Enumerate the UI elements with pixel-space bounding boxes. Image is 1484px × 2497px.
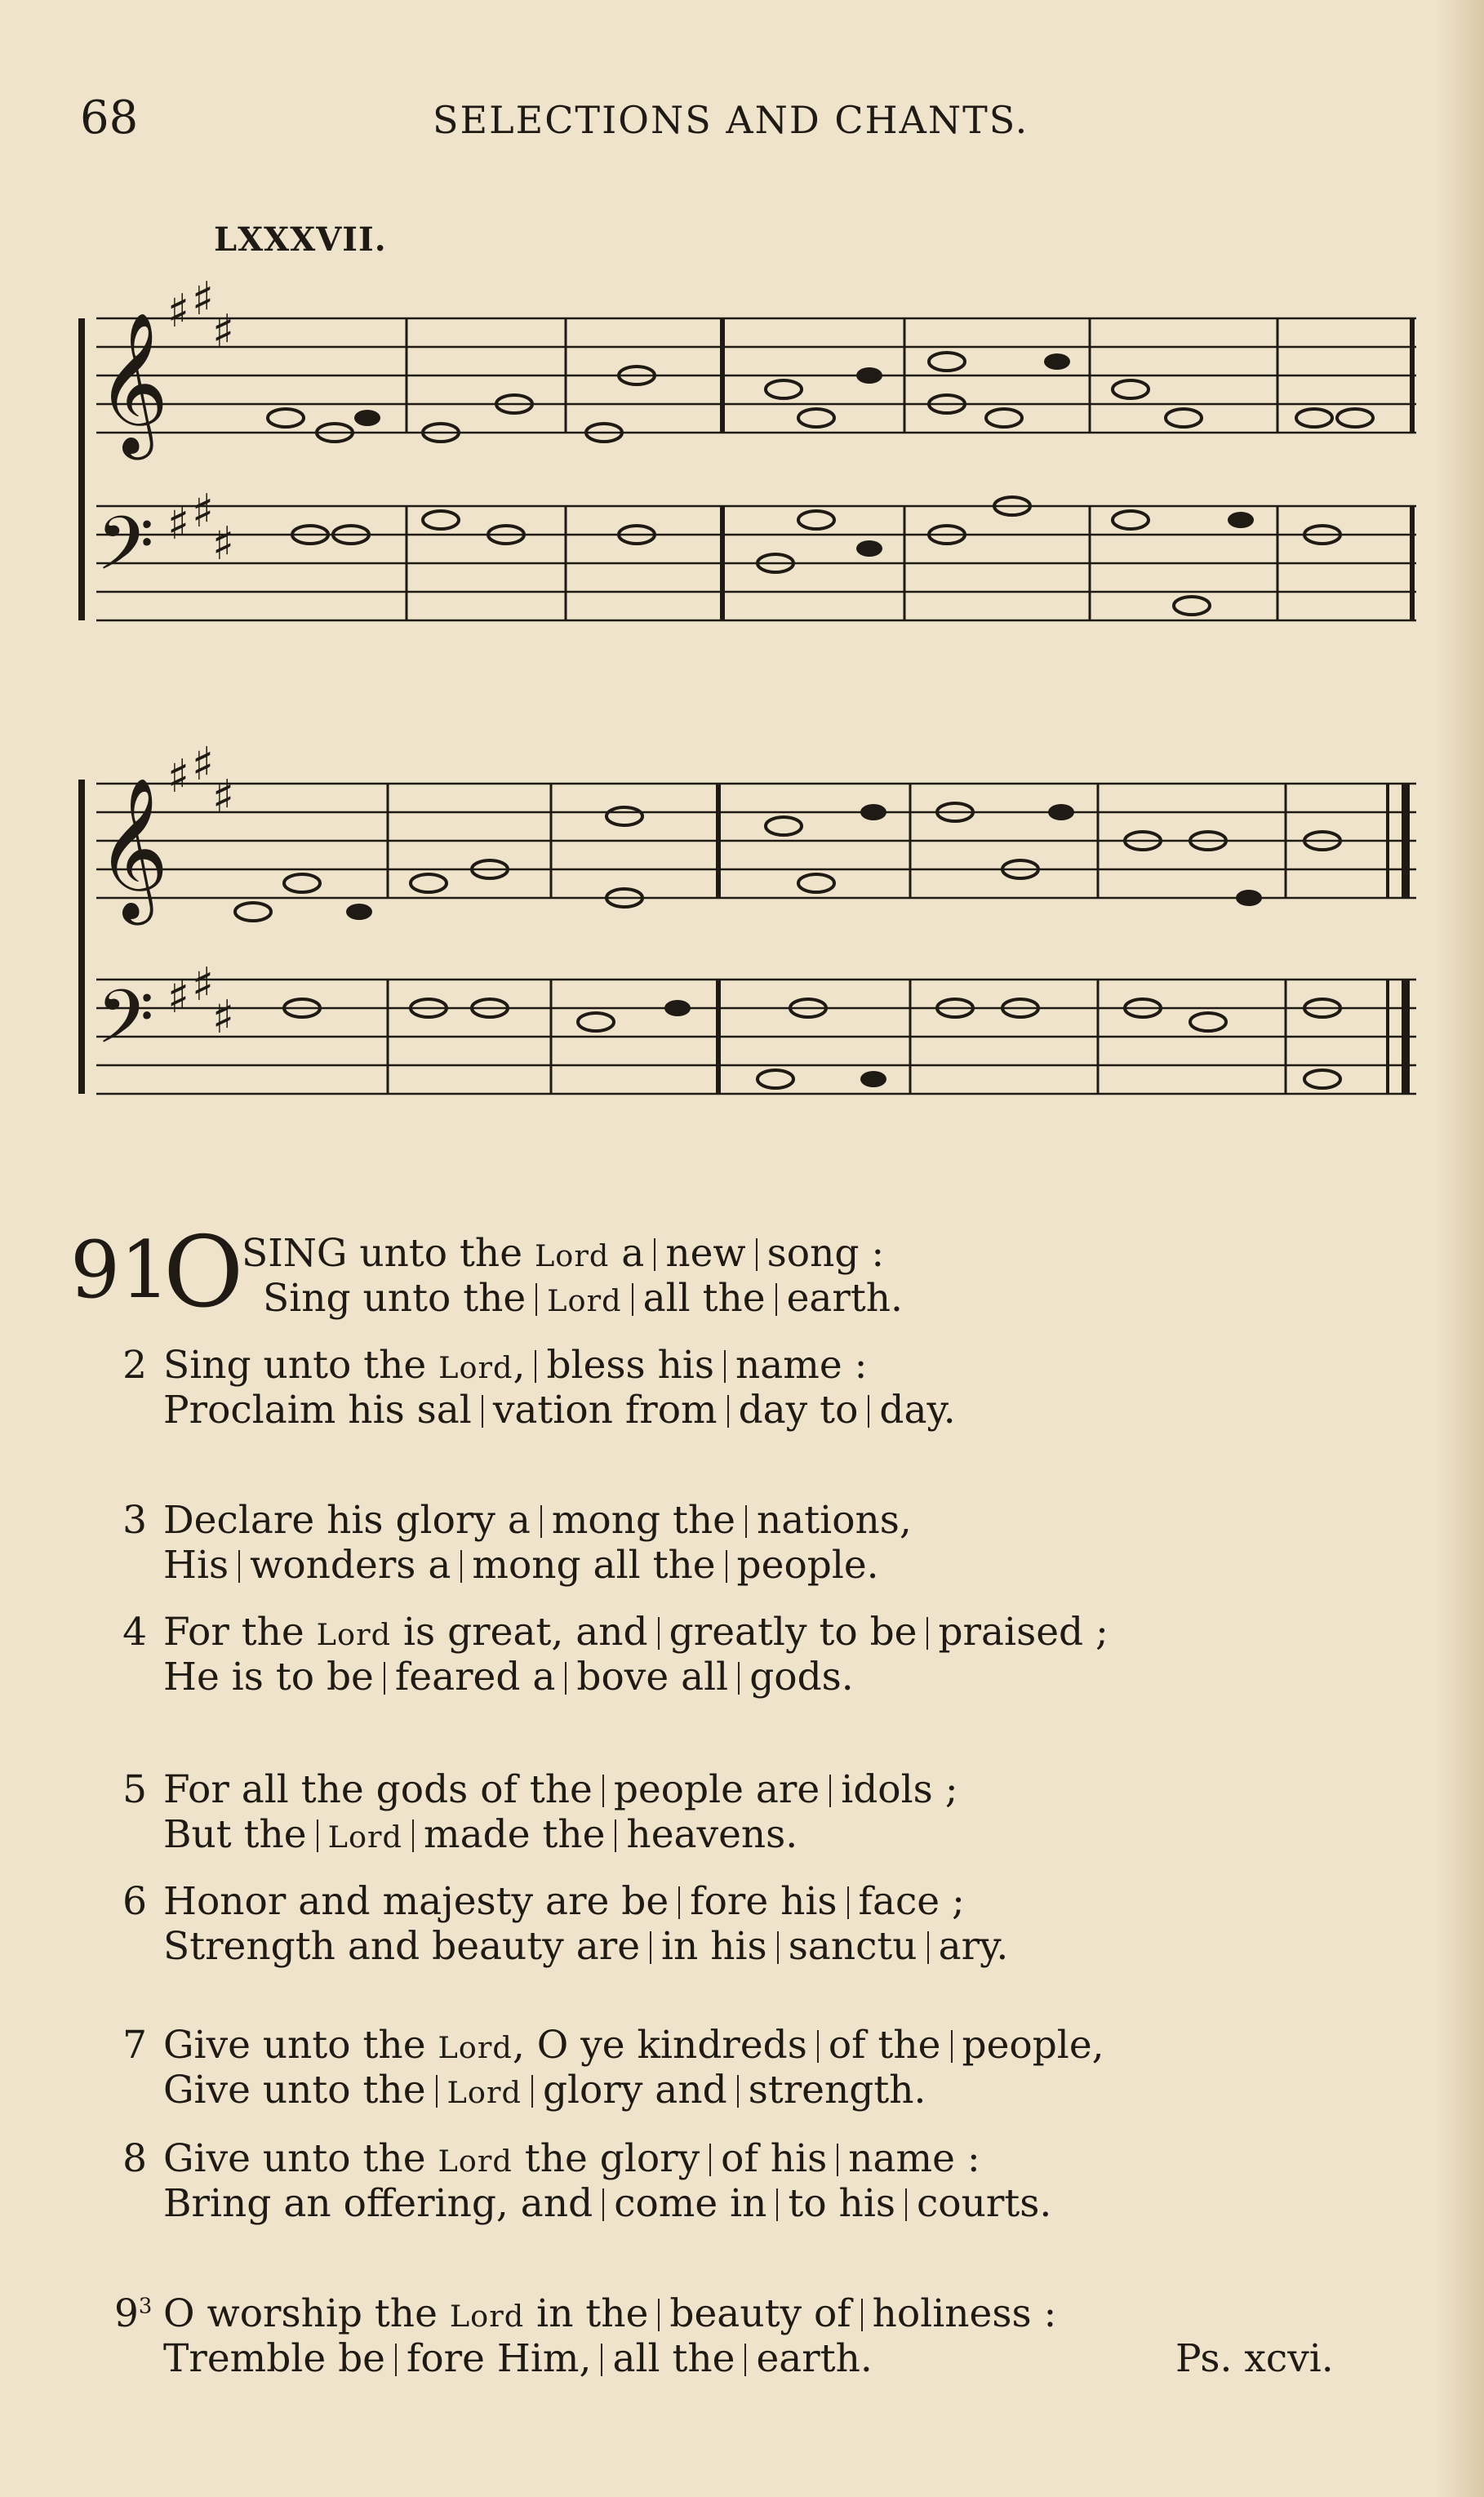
verse-line: O worship the Lord in the beauty of holiness : <box>163 2291 1057 2336</box>
running-title: SELECTIONS AND CHANTS. <box>433 98 1029 142</box>
bass-staff-2 <box>96 980 1416 1094</box>
page-number: 68 <box>80 91 139 144</box>
verse-line: But the Lord made the heavens. <box>163 1812 798 1857</box>
verse-line: Honor and majesty are be fore his face ; <box>163 1879 965 1924</box>
verse-number: 2 <box>122 1343 147 1388</box>
system-2 <box>82 738 1416 1094</box>
verse-line: Proclaim his sal vation from day to day. <box>163 1388 956 1433</box>
verse-number: 5 <box>122 1767 147 1812</box>
verse-line: Sing unto the Lord all the earth. <box>263 1276 903 1321</box>
verse-line: He is to be feared a bove all gods. <box>163 1655 854 1699</box>
svg-text:♯: ♯ <box>212 991 235 1044</box>
chant-number: LXXXVII. <box>214 220 387 259</box>
system-1 <box>82 273 1416 620</box>
svg-text:♯: ♯ <box>192 958 215 1011</box>
svg-text:♯: ♯ <box>192 738 215 791</box>
svg-text:♯: ♯ <box>212 518 235 571</box>
svg-text:♯: ♯ <box>167 285 190 338</box>
music-score <box>0 0 1484 1143</box>
svg-text:♯: ♯ <box>192 273 215 326</box>
svg-text:♯: ♯ <box>167 750 190 803</box>
verse-number: $9^3$ <box>114 2291 153 2336</box>
psalm-number: 91 <box>70 1224 171 1316</box>
drop-cap: O <box>163 1216 244 1330</box>
verse-line: Tremble be fore Him, all the earth. <box>163 2336 873 2381</box>
verse-line: His wonders a mong all the people. <box>163 1543 879 1588</box>
verse-line: Sing unto the Lord, bless his name : <box>163 1343 868 1388</box>
svg-text:𝄞: 𝄞 <box>96 777 169 919</box>
svg-text:𝄞: 𝄞 <box>96 312 169 454</box>
svg-text:♯: ♯ <box>167 497 190 550</box>
svg-text:♯: ♯ <box>212 771 235 824</box>
svg-text:𝄢: 𝄢 <box>96 974 154 1078</box>
verse-number: 3 <box>122 1498 147 1543</box>
verse-line: For all the gods of the people are idols ; <box>163 1767 958 1812</box>
treble-staff-1 <box>96 318 1416 433</box>
verse-line: SING unto the Lord a new song : <box>242 1231 885 1276</box>
verse-line: Give unto the Lord the glory of his name : <box>163 2136 980 2181</box>
verse-line: Give unto the Lord glory and strength. <box>163 2068 926 2113</box>
verse-number: 4 <box>122 1610 147 1655</box>
svg-text:♯: ♯ <box>192 485 215 538</box>
svg-text:♯: ♯ <box>212 305 235 358</box>
svg-text:♯: ♯ <box>167 971 190 1024</box>
verse-number: 7 <box>122 2023 147 2068</box>
verse-line: For the Lord is great, and greatly to be praised ; <box>163 1610 1109 1655</box>
verse-line: Bring an offering, and come in to his courts. <box>163 2181 1052 2226</box>
svg-text:𝄢: 𝄢 <box>96 500 154 605</box>
treble-staff-2 <box>96 784 1416 898</box>
verse-superscript: 3 <box>138 2294 153 2319</box>
verse-line: Declare his glory a mong the nations, <box>163 1498 912 1543</box>
verse-number: 6 <box>122 1879 147 1924</box>
verse-line: Give unto the Lord, O ye kindreds of the people, <box>163 2023 1104 2068</box>
verse-number: 8 <box>122 2136 147 2181</box>
verse-line: Strength and beauty are in his sanctu ary. <box>163 1924 1009 1969</box>
psalm-reference: Ps. xcvi. <box>1175 2336 1334 2381</box>
